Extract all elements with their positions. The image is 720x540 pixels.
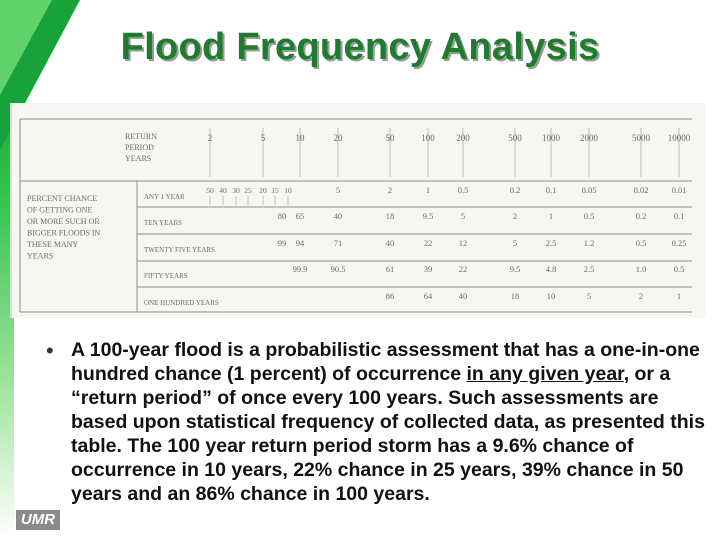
flood-frequency-table: [10, 103, 706, 318]
row-value: 2.5: [545, 238, 557, 248]
paragraph-text-2: , or a “return period” of once every 100 years. Such assessments are based upon statistical frequency of collected data, as presented this table. The 100 year return period storm has a 9.6% chance of occurrence in 10 years, 22% chance in 25 years, 39% chance in 50 years and an 86% chance in 100 years.: [71, 363, 705, 505]
row-value-small: 99.9: [292, 264, 308, 274]
row-value: 1: [676, 291, 682, 301]
explanation-paragraph: [71, 338, 716, 506]
row-value: 10: [546, 291, 556, 301]
row-value-small: 65: [295, 211, 305, 221]
row-value: 0.02: [633, 185, 649, 195]
row-value: 39: [423, 264, 433, 274]
return-period-value: 10000: [667, 133, 691, 143]
row-value-small: 50: [206, 186, 214, 195]
row-value: 0.2: [509, 185, 521, 195]
row-value: 64: [423, 291, 433, 301]
row-value: 0.5: [583, 211, 595, 221]
return-period-value: 500: [508, 133, 522, 143]
percent-chance-label: THESE MANY: [27, 240, 79, 249]
row-label: FIFTY YEARS: [144, 272, 188, 280]
row-value-small: 80: [277, 211, 287, 221]
row-value: 1.0: [635, 264, 647, 274]
percent-chance-label: BIGGER FLOODS IN: [27, 228, 101, 238]
row-value: 5: [335, 185, 341, 195]
row-value: 61: [385, 264, 395, 274]
row-value-small: 99: [277, 238, 287, 248]
row-label: ONE HUNDRED YEARS: [144, 299, 219, 307]
paragraph-text-1: A 100-year flood is a probabilistic assessment that has a one-in-one hundred chance (1 percent) of occurrence: [71, 339, 700, 385]
percent-chance-label: YEARS: [27, 251, 54, 261]
return-period-value: 5000: [632, 133, 650, 143]
row-value-small: 30: [232, 186, 240, 195]
row-value: 18: [385, 211, 395, 221]
row-value: 12: [458, 238, 468, 248]
row-value: 0.5: [635, 238, 647, 248]
return-period-value: 2000: [580, 133, 598, 143]
row-value: 2: [638, 291, 644, 301]
percent-chance-label: PERCENT CHANCE: [27, 194, 98, 203]
row-value: 0.01: [671, 185, 687, 195]
percent-chance-label: OF GETTING ONE: [27, 205, 93, 215]
return-period-value: 2: [207, 133, 213, 143]
row-value-small: 40: [219, 186, 227, 195]
row-value: 40: [385, 238, 395, 248]
row-value: 22: [458, 264, 468, 274]
row-value-small: 94: [295, 238, 305, 248]
row-value: 18: [510, 291, 520, 301]
row-value-small: 10: [284, 186, 292, 195]
row-value: 86: [385, 291, 395, 301]
row-value: 0.5: [673, 264, 685, 274]
row-value: 22: [423, 238, 433, 248]
return-period-value: 200: [456, 133, 470, 143]
row-value: 5: [460, 211, 466, 221]
row-value: 9.5: [509, 264, 521, 274]
row-value: 2.5: [583, 264, 595, 274]
row-value-small: 25: [244, 186, 252, 195]
return-period-value: 50: [385, 133, 395, 143]
return-period-value: 20: [333, 133, 343, 143]
row-value: 2: [387, 185, 393, 195]
row-value: 0.2: [635, 211, 647, 221]
bullet-marker: •: [46, 338, 54, 363]
umr-logo: UMR: [16, 510, 60, 530]
row-value-small: 20: [259, 186, 267, 195]
return-period-header-label: YEARS: [125, 154, 152, 163]
row-value: 71: [333, 238, 343, 248]
row-value: 0.25: [671, 238, 687, 248]
row-value: 1.2: [583, 238, 595, 248]
row-value: 4.8: [545, 264, 557, 274]
row-value: 40: [333, 211, 343, 221]
row-label: ANY 1 YEAR: [144, 193, 185, 201]
row-value: 90.5: [330, 264, 346, 274]
row-value: 5: [512, 238, 518, 248]
row-label: TWENTY FIVE YEARS: [144, 246, 216, 254]
row-value: 5: [586, 291, 592, 301]
return-period-header-label: PERIOD: [125, 143, 154, 152]
row-label: TEN YEARS: [144, 219, 183, 227]
row-value-small: 15: [271, 186, 279, 195]
row-value: 1: [425, 185, 431, 195]
row-value: 0.1: [673, 211, 685, 221]
slide-title: Flood Frequency Analysis: [120, 26, 600, 68]
row-value: 9.5: [422, 211, 434, 221]
percent-chance-label: OR MORE SUCH OR: [27, 217, 100, 226]
row-value: 0.5: [457, 185, 469, 195]
return-period-value: 10: [295, 133, 305, 143]
return-period-value: 1000: [542, 133, 560, 143]
paragraph-underlined-text: in any given year: [466, 363, 624, 385]
row-value: 40: [458, 291, 468, 301]
flood-frequency-table-graphic: [12, 103, 706, 318]
row-value: 0.1: [545, 185, 557, 195]
return-period-header-label: RETURN: [125, 132, 157, 141]
return-period-value: 100: [421, 133, 435, 143]
row-value: 1: [548, 211, 554, 221]
row-value: 2: [512, 211, 518, 221]
row-value: 0.05: [581, 185, 597, 195]
return-period-value: 5: [260, 133, 266, 143]
